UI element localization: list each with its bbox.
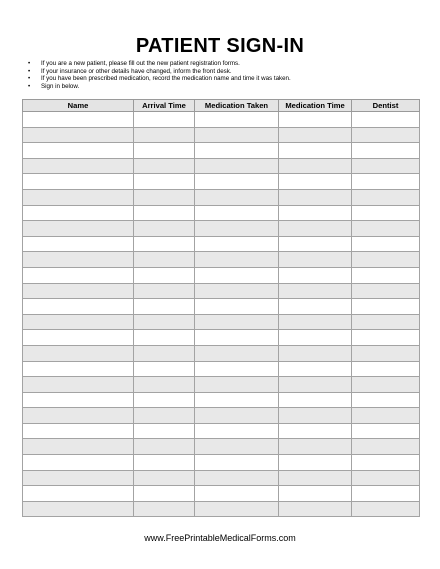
instructions-list <box>28 60 291 91</box>
name-cell[interactable] <box>23 267 134 283</box>
medication-time-cell[interactable] <box>279 267 352 283</box>
dentist-cell[interactable] <box>352 314 420 330</box>
instruction-item <box>28 75 291 83</box>
table-row <box>23 112 420 128</box>
table-header-row <box>23 100 420 112</box>
arrival-time-cell[interactable] <box>134 392 195 408</box>
header-dentist: Dentist <box>352 100 420 112</box>
dentist-cell[interactable] <box>352 455 420 471</box>
dentist-cell[interactable] <box>352 252 420 268</box>
arrival-time-cell[interactable] <box>134 236 195 252</box>
medication-taken-cell[interactable] <box>195 267 279 283</box>
arrival-time-cell[interactable] <box>134 361 195 377</box>
dentist-cell[interactable] <box>352 158 420 174</box>
dentist-cell[interactable] <box>352 236 420 252</box>
arrival-time-cell[interactable] <box>134 408 195 424</box>
medication-time-cell[interactable] <box>279 252 352 268</box>
medication-taken-cell[interactable] <box>195 221 279 237</box>
table-row <box>23 470 420 486</box>
name-cell[interactable] <box>23 361 134 377</box>
arrival-time-cell[interactable] <box>134 486 195 502</box>
medication-time-cell[interactable] <box>279 205 352 221</box>
form-title: PATIENT SIGN-IN <box>135 35 305 57</box>
dentist-cell[interactable] <box>352 267 420 283</box>
arrival-time-cell[interactable] <box>134 299 195 315</box>
bullet-icon: • <box>28 67 31 75</box>
name-cell[interactable] <box>23 486 134 502</box>
medication-time-cell[interactable] <box>279 470 352 486</box>
name-cell[interactable] <box>23 112 134 128</box>
medication-time-cell[interactable] <box>279 486 352 502</box>
table-row <box>23 377 420 393</box>
name-cell[interactable] <box>23 143 134 159</box>
medication-time-cell[interactable] <box>279 455 352 471</box>
dentist-cell[interactable] <box>352 174 420 190</box>
name-cell[interactable] <box>23 439 134 455</box>
bullet-icon: • <box>28 75 31 83</box>
instruction-item <box>28 68 291 76</box>
arrival-time-cell[interactable] <box>134 330 195 346</box>
medication-taken-cell[interactable] <box>195 143 279 159</box>
dentist-cell[interactable] <box>352 112 420 128</box>
name-cell[interactable] <box>23 392 134 408</box>
table-row <box>23 330 420 346</box>
arrival-time-cell[interactable] <box>134 377 195 393</box>
medication-time-cell[interactable] <box>279 377 352 393</box>
name-cell[interactable] <box>23 158 134 174</box>
table-row <box>23 252 420 268</box>
medication-time-cell[interactable] <box>279 143 352 159</box>
footer-url: www.FreePrintableMedicalForms.com <box>144 533 296 543</box>
medication-taken-cell[interactable] <box>195 236 279 252</box>
arrival-time-cell[interactable] <box>134 174 195 190</box>
arrival-time-cell[interactable] <box>134 252 195 268</box>
name-cell[interactable] <box>23 423 134 439</box>
medication-time-cell[interactable] <box>279 345 352 361</box>
medication-taken-cell[interactable] <box>195 392 279 408</box>
dentist-cell[interactable] <box>352 345 420 361</box>
arrival-time-cell[interactable] <box>134 501 195 517</box>
medication-time-cell[interactable] <box>279 299 352 315</box>
arrival-time-cell[interactable] <box>134 314 195 330</box>
name-cell[interactable] <box>23 174 134 190</box>
instruction-text: If your insurance or other details have changed, inform the front desk. <box>41 67 232 75</box>
medication-taken-cell[interactable] <box>195 345 279 361</box>
name-cell[interactable] <box>23 501 134 517</box>
arrival-time-cell[interactable] <box>134 143 195 159</box>
table-row <box>23 455 420 471</box>
medication-time-cell[interactable] <box>279 314 352 330</box>
dentist-cell[interactable] <box>352 439 420 455</box>
name-cell[interactable] <box>23 221 134 237</box>
table-row <box>23 143 420 159</box>
medication-time-cell[interactable] <box>279 221 352 237</box>
medication-time-cell[interactable] <box>279 330 352 346</box>
dentist-cell[interactable] <box>352 221 420 237</box>
medication-taken-cell[interactable] <box>195 423 279 439</box>
dentist-cell[interactable] <box>352 127 420 143</box>
table-row <box>23 299 420 315</box>
arrival-time-cell[interactable] <box>134 267 195 283</box>
name-cell[interactable] <box>23 470 134 486</box>
instruction-text: If you are a new patient, please fill out the new patient registration forms. <box>41 60 240 67</box>
name-cell[interactable] <box>23 314 134 330</box>
arrival-time-cell[interactable] <box>134 439 195 455</box>
table-row <box>23 345 420 361</box>
medication-time-cell[interactable] <box>279 283 352 299</box>
header-medication-taken: Medication Taken <box>195 100 279 112</box>
medication-time-cell[interactable] <box>279 112 352 128</box>
dentist-cell[interactable] <box>352 377 420 393</box>
table-row <box>23 501 420 517</box>
dentist-cell[interactable] <box>352 423 420 439</box>
table-row <box>23 189 420 205</box>
arrival-time-cell[interactable] <box>134 221 195 237</box>
table-row <box>23 267 420 283</box>
bullet-icon: • <box>28 83 31 91</box>
medication-taken-cell[interactable] <box>195 299 279 315</box>
medication-taken-cell[interactable] <box>195 486 279 502</box>
medication-taken-cell[interactable] <box>195 158 279 174</box>
medication-taken-cell[interactable] <box>195 283 279 299</box>
arrival-time-cell[interactable] <box>134 470 195 486</box>
dentist-cell[interactable] <box>352 330 420 346</box>
medication-taken-cell[interactable] <box>195 408 279 424</box>
table-row <box>23 439 420 455</box>
medication-time-cell[interactable] <box>279 236 352 252</box>
medication-taken-cell[interactable] <box>195 470 279 486</box>
table-row <box>23 127 420 143</box>
medication-taken-cell[interactable] <box>195 252 279 268</box>
medication-taken-cell[interactable] <box>195 112 279 128</box>
medication-taken-cell[interactable] <box>195 127 279 143</box>
medication-taken-cell[interactable] <box>195 314 279 330</box>
name-cell[interactable] <box>23 408 134 424</box>
medication-taken-cell[interactable] <box>195 174 279 190</box>
table-row <box>23 221 420 237</box>
table-row <box>23 205 420 221</box>
header-arrival-time: Arrival Time <box>134 100 195 112</box>
table-row <box>23 392 420 408</box>
dentist-cell[interactable] <box>352 143 420 159</box>
medication-time-cell[interactable] <box>279 189 352 205</box>
name-cell[interactable] <box>23 189 134 205</box>
table-body <box>23 112 420 517</box>
dentist-cell[interactable] <box>352 189 420 205</box>
dentist-cell[interactable] <box>352 470 420 486</box>
table-row <box>23 314 420 330</box>
medication-taken-cell[interactable] <box>195 501 279 517</box>
dentist-cell[interactable] <box>352 299 420 315</box>
medication-time-cell[interactable] <box>279 501 352 517</box>
arrival-time-cell[interactable] <box>134 189 195 205</box>
table-row <box>23 174 420 190</box>
name-cell[interactable] <box>23 455 134 471</box>
arrival-time-cell[interactable] <box>134 345 195 361</box>
name-cell[interactable] <box>23 345 134 361</box>
medication-time-cell[interactable] <box>279 439 352 455</box>
table-row <box>23 486 420 502</box>
header-medication-time: Medication Time <box>279 100 352 112</box>
arrival-time-cell[interactable] <box>134 455 195 471</box>
header-name: Name <box>23 100 134 112</box>
medication-time-cell[interactable] <box>279 174 352 190</box>
medication-taken-cell[interactable] <box>195 377 279 393</box>
medication-time-cell[interactable] <box>279 392 352 408</box>
medication-taken-cell[interactable] <box>195 330 279 346</box>
name-cell[interactable] <box>23 283 134 299</box>
table-row <box>23 361 420 377</box>
instruction-text: Sign in below. <box>41 83 80 91</box>
name-cell[interactable] <box>23 330 134 346</box>
medication-taken-cell[interactable] <box>195 189 279 205</box>
medication-taken-cell[interactable] <box>195 439 279 455</box>
medication-time-cell[interactable] <box>279 158 352 174</box>
instruction-item <box>28 60 291 68</box>
table-row <box>23 283 420 299</box>
medication-time-cell[interactable] <box>279 127 352 143</box>
name-cell[interactable] <box>23 127 134 143</box>
dentist-cell[interactable] <box>352 501 420 517</box>
name-cell[interactable] <box>23 205 134 221</box>
dentist-cell[interactable] <box>352 408 420 424</box>
arrival-time-cell[interactable] <box>134 283 195 299</box>
table-row <box>23 408 420 424</box>
dentist-cell[interactable] <box>352 283 420 299</box>
medication-taken-cell[interactable] <box>195 361 279 377</box>
arrival-time-cell[interactable] <box>134 205 195 221</box>
table-row <box>23 236 420 252</box>
name-cell[interactable] <box>23 252 134 268</box>
arrival-time-cell[interactable] <box>134 112 195 128</box>
medication-time-cell[interactable] <box>279 408 352 424</box>
instruction-item <box>28 83 291 91</box>
medication-taken-cell[interactable] <box>195 455 279 471</box>
dentist-cell[interactable] <box>352 392 420 408</box>
bullet-icon: • <box>28 60 31 67</box>
arrival-time-cell[interactable] <box>134 127 195 143</box>
dentist-cell[interactable] <box>352 205 420 221</box>
medication-time-cell[interactable] <box>279 423 352 439</box>
table-row <box>23 158 420 174</box>
dentist-cell[interactable] <box>352 361 420 377</box>
instruction-text: If you have been prescribed medication, record the medication name and time it was taken. <box>41 75 291 83</box>
dentist-cell[interactable] <box>352 486 420 502</box>
name-cell[interactable] <box>23 299 134 315</box>
medication-taken-cell[interactable] <box>195 205 279 221</box>
arrival-time-cell[interactable] <box>134 423 195 439</box>
table-row <box>23 423 420 439</box>
sign-in-table <box>22 99 420 517</box>
arrival-time-cell[interactable] <box>134 158 195 174</box>
name-cell[interactable] <box>23 377 134 393</box>
name-cell[interactable] <box>23 236 134 252</box>
medication-time-cell[interactable] <box>279 361 352 377</box>
